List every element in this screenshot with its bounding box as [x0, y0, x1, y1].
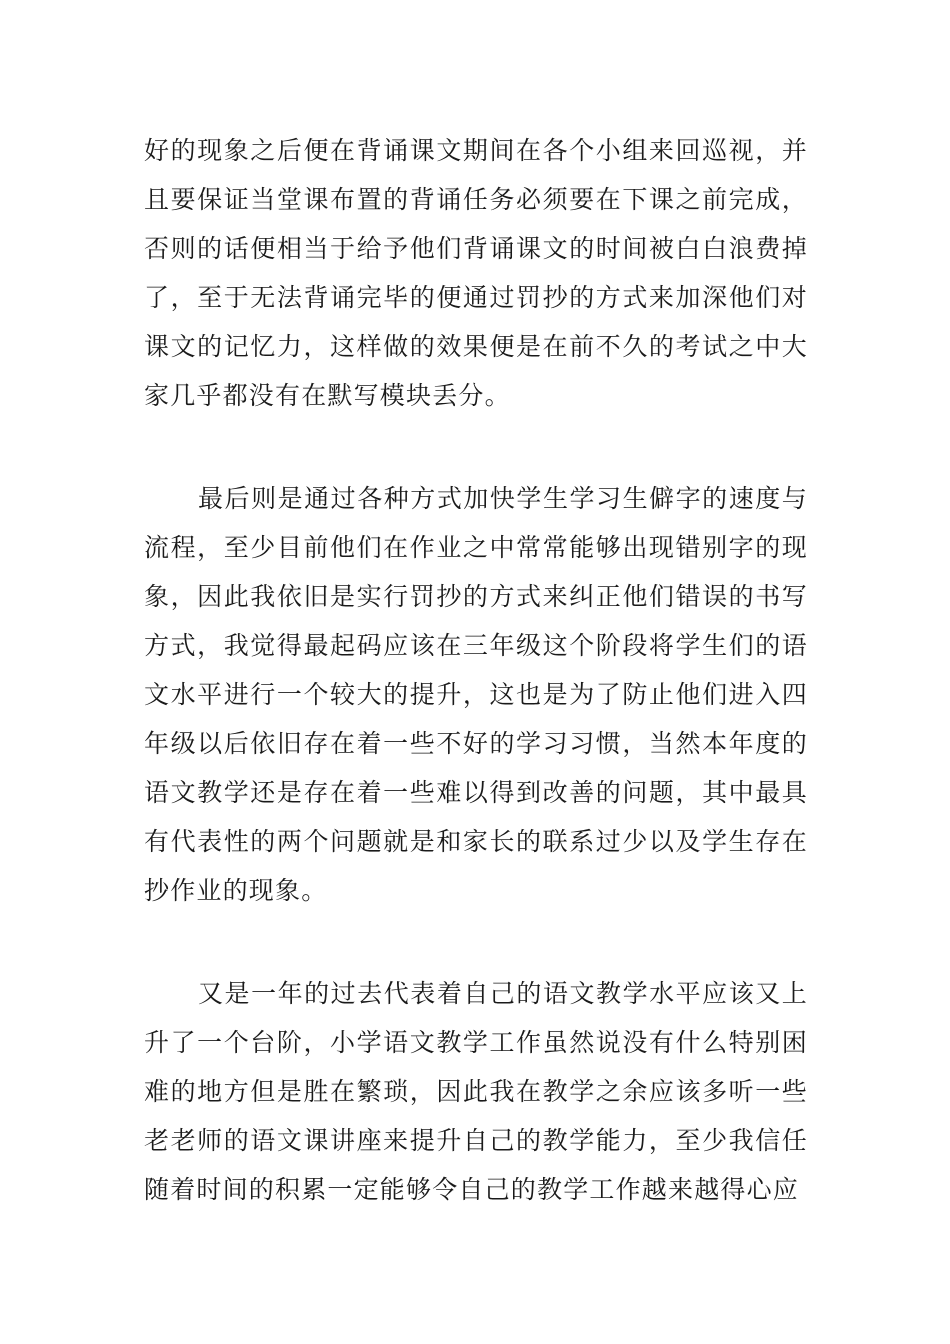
- paragraph-second: 最后则是通过各种方式加快学生学习生僻字的速度与流程，至少目前他们在作业之中常常能够出现错别字的现象，因此我依旧是实行罚抄的方式来纠正他们错误的书写方式，我觉得最起码应该在三年级这个阶段将学生们的语文水平进行一个较大的提升，这也是为了防止他们进入四年级以后依旧存在着一些不好的学习习惯，当然本年度的语文教学还是存在着一些难以得到改善的问题，其中最具有代表性的两个问题就是和家长的联系过少以及学生存在抄作业的现象。: [144, 484, 808, 905]
- paragraph-third: 又是一年的过去代表着自己的语文教学水平应该又上升了一个台阶，小学语文教学工作虽然说没有什么特别困难的地方但是胜在繁琐，因此我在教学之余应该多听一些老老师的语文课讲座来提升自己的教学能力，至少我信任随着时间的积累一定能够令自己的教学工作越来越得心应: [144, 979, 808, 1204]
- paragraph-continuation: 好的现象之后便在背诵课文期间在各个小组来回巡视，并且要保证当堂课布置的背诵任务必须要在下课之前完成，否则的话便相当于给予他们背诵课文的时间被白白浪费掉了，至于无法背诵完毕的便通过罚抄的方式来加深他们对课文的记忆力，这样做的效果便是在前不久的考试之中大家几乎都没有在默写模块丢分。: [144, 136, 808, 410]
